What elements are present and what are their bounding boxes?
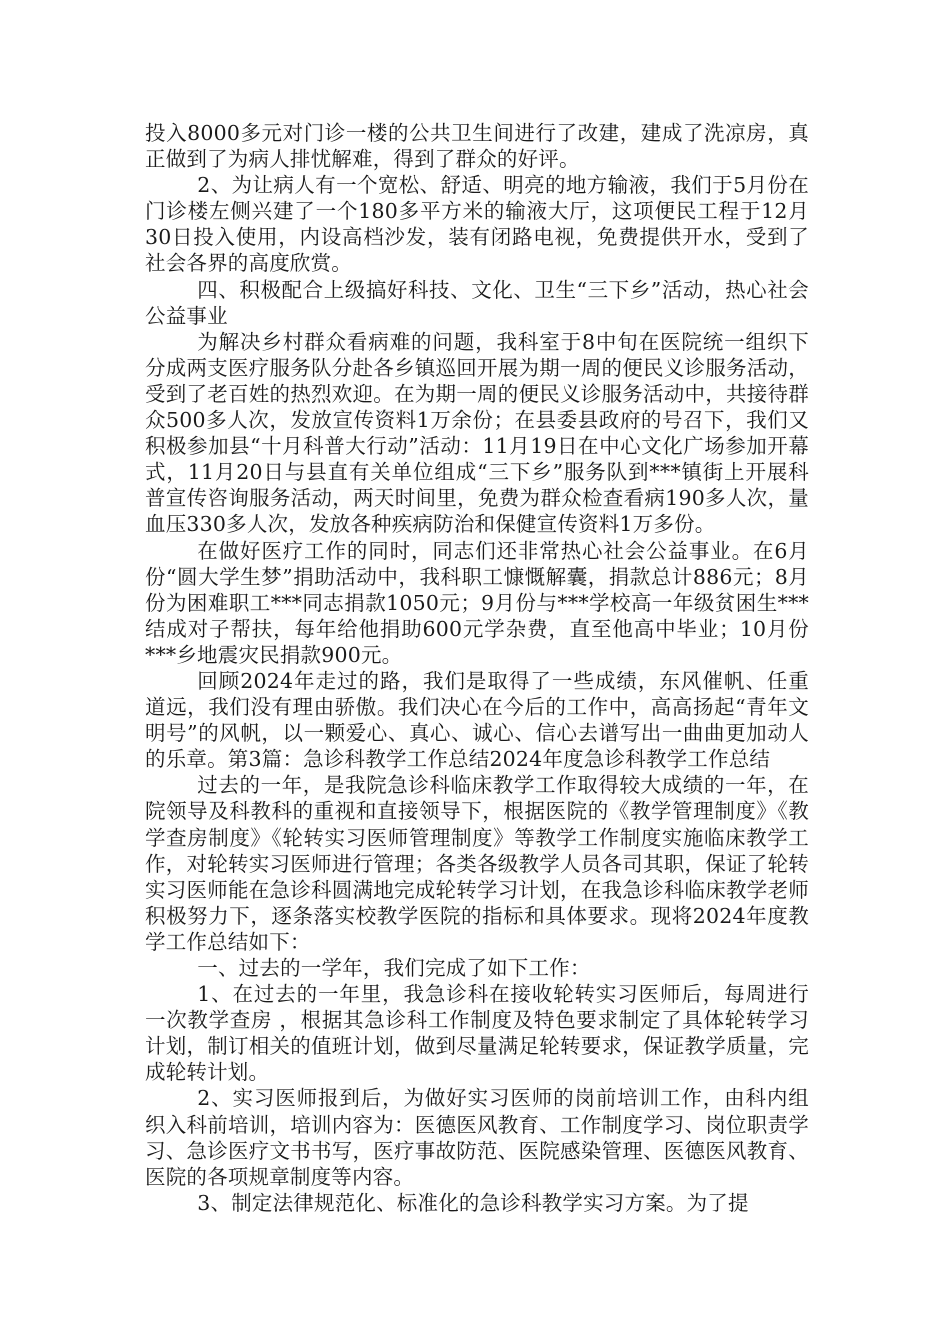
paragraph: 过去的一年，是我院急诊科临床教学工作取得较大成绩的一年，在院领导及科教科的重视和直接领导下，根据医院的《教学管理制度》《教学查房制度》《轮转实习医师管理制度》等教学工作制度实施临床教学工作，对轮转实习医师进行管理；各类各级教学人员各司其职，保证了轮转实习医师能在急诊科圆满地完成轮转学习计划，在我急诊科临床教学老师积极努力下，逐条落实校教学医院的指标和具体要求。现将2024年度教学工作总结如下： [145,773,809,954]
paragraph: 2、为让病人有一个宽松、舒适、明亮的地方输液，我们于5月份在门诊楼左侧兴建了一个180多平方米的输液大厅，这项便民工程于12月30日投入使用，内设高档沙发，装有闭路电视，免费提供开水，受到了社会各界的高度欣赏。 [145,173,809,276]
paragraph: 回顾2024年走过的路，我们是取得了一些成绩，东风催帆、任重道远，我们没有理由骄傲。我们决心在今后的工作中，高高扬起“青年文明号”的风帆，以一颗爱心、真心、诚心、信心去谱写出一曲曲更加动人的乐章。第3篇：急诊科教学工作总结2024年度急诊科教学工作总结 [145,668,809,772]
section-heading: 一、过去的一学年，我们完成了如下工作： [197,956,591,980]
paragraph: 3、制定法律规范化、标准化的急诊科教学实习方案。为了提 [197,1190,749,1215]
paragraph: 为解决乡村群众看病难的问题，我科室于8中旬在医院统一组织下分成两支医疗服务队分赴各乡镇巡回开展为期一周的便民义诊服务活动，受到了老百姓的热烈欢迎。在为期一周的便民义诊服务活动中，共接待群众500多人次，发放宣传资料1万余份；在县委县政府的号召下，我们又积极参加县“十月科普大行动”活动：11月19日在中心文化广场参加开幕式，11月20日与县直有关单位组成“三下乡”服务队到***镇街上开展科普宣传咨询服务活动，两天时间里，免费为群众检查看病190多人次，量血压330多人次，发放各种疾病防治和保健宣传资料1万多份。 [145,329,809,537]
paragraph: 2、实习医师报到后，为做好实习医师的岗前培训工作，由科内组织入科前培训，培训内容为：医德医风教育、工作制度学习、岗位职责学习、急诊医疗文书书写，医疗事故防范、医院感染管理、医德医风教育、医院的各项规章制度等内容。 [145,1086,809,1189]
paragraph: 投入8000多元对门诊一楼的公共卫生间进行了改建，建成了洗凉房，真正做到了为病人排忧解难，得到了群众的好评。 [145,121,809,172]
document-body [145,120,809,1216]
paragraph: 在做好医疗工作的同时，同志们还非常热心社会公益事业。在6月份“圆大学生梦”捐助活动中，我科职工慷慨解囊，捐款总计886元；8月份为困难职工***同志捐款1050元；9月份与***学校高一年级贫困生***结成对子帮扶，每年给他捐助600元学杂费，直至他高中毕业；10月份***乡地震灾民捐款900元。 [145,538,809,667]
paragraph: 1、在过去的一年里，我急诊科在接收轮转实习医师后，每周进行一次教学查房 ，根据其急诊科工作制度及特色要求制定了具体轮转学习计划，制订相关的值班计划，做到尽量满足轮转要求，保证教学质量，完成轮转计划。 [145,982,809,1085]
section-heading: 四、积极配合上级搞好科技、文化、卫生“三下乡”活动，热心社会公益事业 [145,277,809,328]
